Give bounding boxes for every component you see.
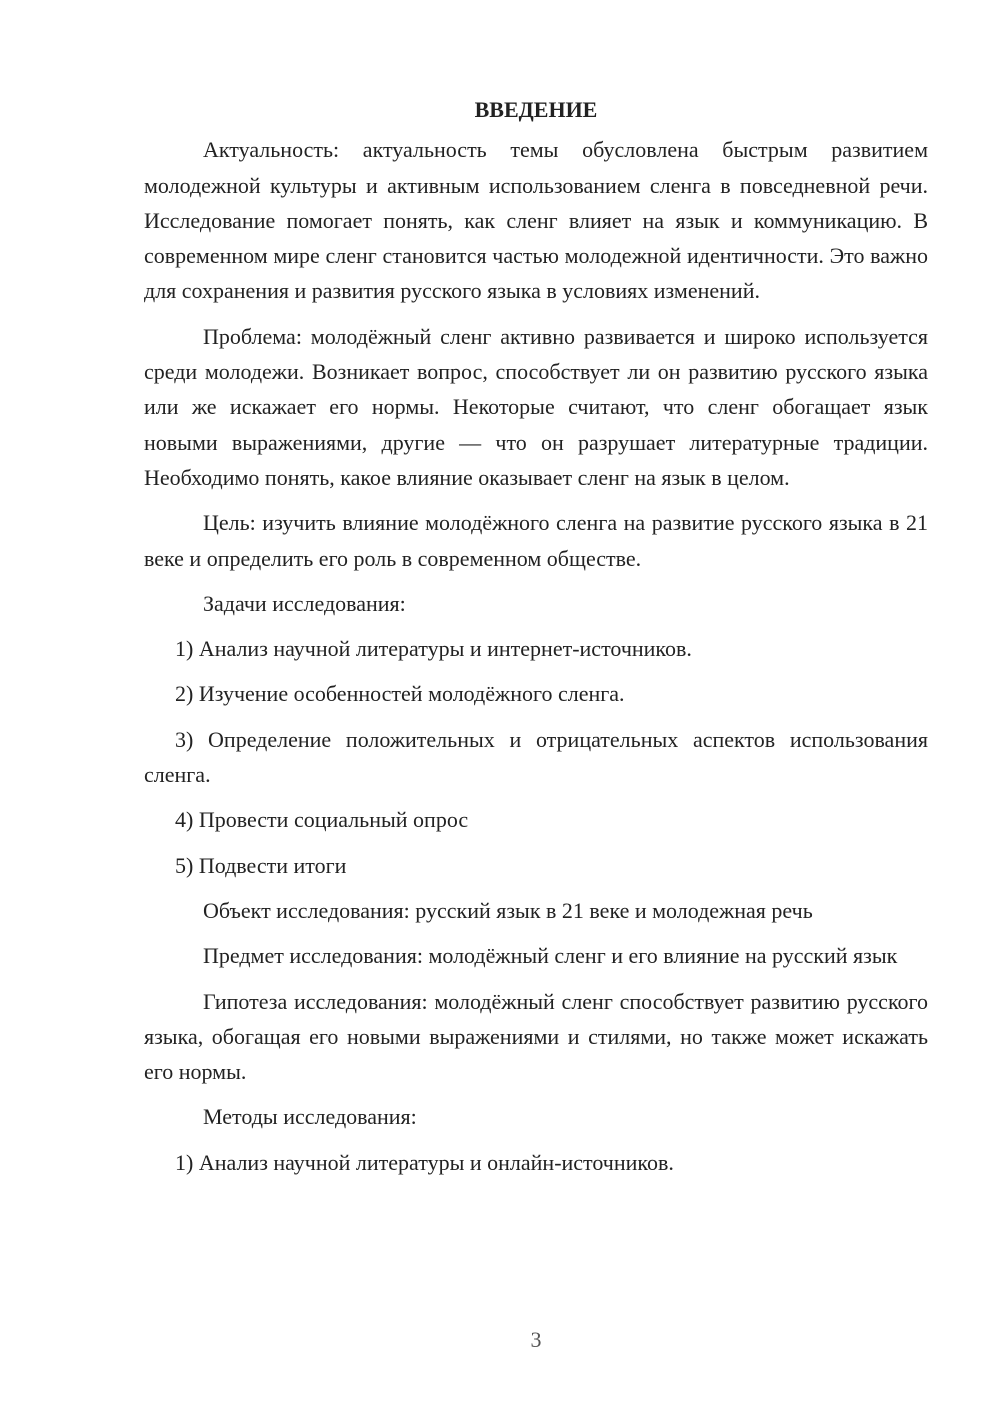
task-item-5: 5) Подвести итоги bbox=[175, 852, 347, 878]
document-page bbox=[144, 92, 928, 1190]
task-item-3: 3) Определение положительных и отрицательных аспектов использования сленга. bbox=[144, 726, 928, 788]
methods-heading: Методы исследования: bbox=[203, 1104, 417, 1130]
task-item-4: 4) Провести социальный опрос bbox=[175, 807, 469, 833]
subject-paragraph: Предмет исследования: молодёжный сленг и его влияние на русский язык bbox=[203, 943, 898, 969]
task-item-2: 2) Изучение особенностей молодёжного сленга. bbox=[175, 681, 625, 707]
object-paragraph: Объект исследования: русский язык в 21 веке и молодежная речь bbox=[203, 897, 813, 923]
goal-paragraph: Цель: изучить влияние молодёжного сленга на развитие русского языка в 21 веке и определить его роль в современном обществе. bbox=[144, 510, 928, 571]
section-title: ВВЕДЕНИЕ bbox=[474, 97, 598, 122]
problem-paragraph: Проблема: молодёжный сленг активно развивается и широко используется среди молодежи. Возникает вопрос, способствует ли он развитию русского языка или же искажает его нормы. Некоторые считают, что сленг обогащает язык новыми выражениями, другие — что он разрушает литературные традиции. Необходимо понять, какое влияние оказывает сленг на язык в целом. bbox=[144, 323, 928, 490]
page-number: 3 bbox=[530, 1327, 542, 1352]
tasks-heading: Задачи исследования: bbox=[203, 590, 406, 616]
hypothesis-paragraph: Гипотеза исследования: молодёжный сленг способствует развитию русского языка, обогащая его новыми выражениями и стилями, но также может искажать его нормы. bbox=[144, 988, 928, 1085]
relevance-paragraph: Актуальность: актуальность темы обусловлена быстрым развитием молодежной культуры и активным использованием сленга в повседневной речи. Исследование помогает понять, как сленг влияет на язык и коммуникацию. В современном мире сленг становится частью молодежной идентичности. Это важно для сохранения и развития русского языка в условиях изменений. bbox=[144, 137, 928, 304]
method-item-1: 1) Анализ научной литературы и онлайн-источников. bbox=[175, 1149, 674, 1175]
task-item-1: 1) Анализ научной литературы и интернет-источников. bbox=[175, 636, 692, 662]
